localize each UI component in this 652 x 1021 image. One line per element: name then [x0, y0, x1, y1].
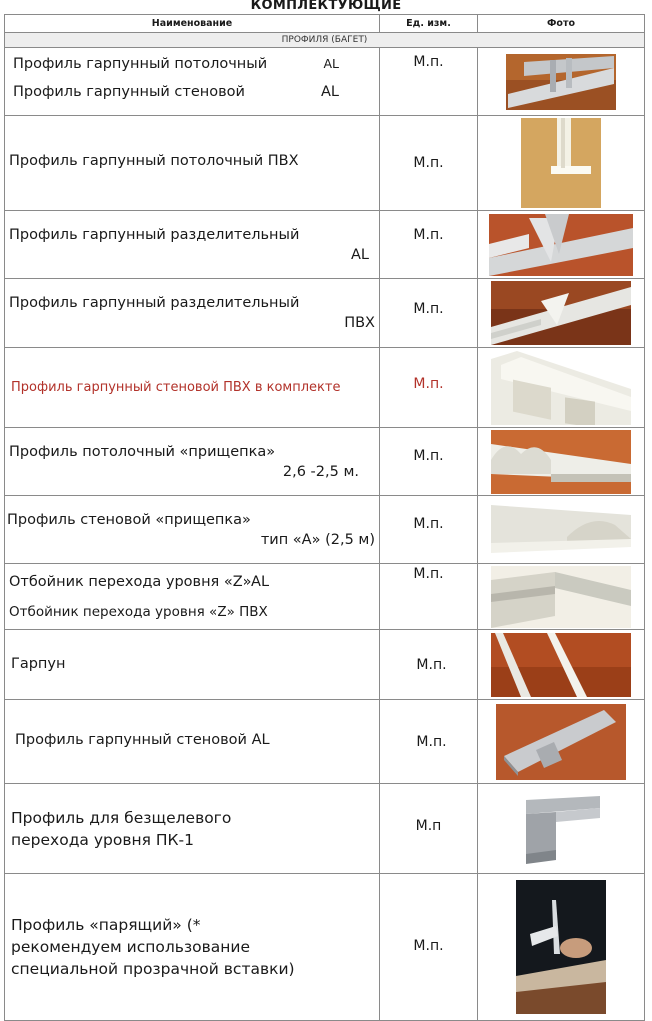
table-row [5, 874, 645, 1021]
table-row [5, 348, 645, 428]
item-name: Гарпун [5, 630, 380, 700]
pvc-profile-on-wood-photo [521, 118, 601, 208]
item-name-cell [5, 784, 380, 874]
item-name: Профиль гарпунный разделительный [9, 226, 300, 243]
item-type: тип «А» (2,5 м) [260, 531, 375, 548]
wall-pvc-profile-set-photo [491, 351, 631, 425]
item-name: Профиль гарпунный стеновой AL [5, 700, 380, 784]
item-name-cell [5, 279, 380, 348]
table-row [5, 630, 645, 700]
item-photo-cell [478, 784, 645, 874]
material-tag: ПВХ [344, 315, 375, 331]
clip-wall-profile-photo [491, 499, 631, 561]
item-photo-cell [478, 496, 645, 564]
item-unit: М.п [380, 784, 478, 874]
item-name: Профиль «парящий» (* [11, 916, 201, 934]
item-name-cell [5, 496, 380, 564]
item-photo-cell [478, 211, 645, 279]
item-name: рекомендуем использование [11, 938, 250, 956]
table-row [5, 700, 645, 784]
table-row [5, 496, 645, 564]
item-unit: М.п. [380, 630, 478, 700]
item-unit: М.п. [380, 48, 478, 116]
item-photo-cell [478, 348, 645, 428]
item-name-cell [5, 874, 380, 1021]
item-unit: М.п. [380, 700, 478, 784]
pk1-profile-photo [516, 794, 606, 864]
item-name: Профиль гарпунный потолочный ПВХ [5, 116, 380, 211]
item-photo-cell [478, 48, 645, 116]
table-row [5, 784, 645, 874]
section-label: ПРОФИЛЯ (БАГЕТ) [5, 33, 645, 48]
z-bumper-photo [491, 566, 631, 628]
table-row [5, 564, 645, 630]
item-name-cell [5, 428, 380, 496]
item-name: Профиль гарпунный стеновой ПВХ в комплекте [5, 348, 380, 428]
column-header-name: Наименование [5, 15, 380, 33]
table-row [5, 211, 645, 279]
item-name: Профиль гарпунный стеновой [13, 84, 245, 100]
column-header-unit: Ед. изм. [380, 15, 478, 33]
item-unit: М.п. [380, 279, 478, 348]
clip-ceiling-profile-photo [491, 430, 631, 494]
harpoon-photo [491, 633, 631, 697]
item-unit: М.п. [380, 496, 478, 564]
item-name: Профиль потолочный «прищепка» [9, 443, 276, 460]
separating-pvc-profile-photo [491, 281, 631, 345]
item-name: Отбойник перехода уровня «Z»AL [9, 573, 270, 590]
table-row [5, 116, 645, 211]
table-row [5, 279, 645, 348]
item-name-cell [5, 564, 380, 630]
floating-profile-photo [516, 880, 606, 1014]
item-photo-cell [478, 116, 645, 211]
item-photo-cell [478, 874, 645, 1021]
item-name: специальной прозрачной вставки) [11, 960, 295, 978]
item-photo-cell [478, 428, 645, 496]
item-photo-cell [478, 279, 645, 348]
item-name: перехода уровня ПК-1 [11, 830, 194, 849]
separating-al-profile-photo [489, 214, 633, 276]
item-name: Отбойник перехода уровня «Z» ПВХ [9, 603, 268, 620]
section-row [5, 33, 645, 48]
item-name-cell [5, 48, 380, 116]
item-unit: М.п. [380, 564, 478, 630]
item-unit: М.п. [380, 211, 478, 279]
aluminium-profile-photo [506, 54, 616, 110]
item-name-cell [5, 211, 380, 279]
column-header-photo: Фото [478, 15, 645, 33]
item-name: Профиль гарпунный разделительный [9, 295, 300, 311]
page-title: КОМПЛЕКТУЮЩИЕ [250, 0, 402, 13]
item-photo-cell [478, 700, 645, 784]
item-name: Профиль гарпунный потолочный [13, 56, 268, 72]
item-unit: М.п. [380, 874, 478, 1021]
item-unit: М.п. [380, 428, 478, 496]
material-tag: AL [351, 246, 369, 263]
material-tag: AL [323, 56, 339, 71]
item-length: 2,6 -2,5 м. [282, 463, 359, 480]
table-row [5, 48, 645, 116]
table-row [5, 428, 645, 496]
material-tag: AL [321, 84, 339, 100]
item-name: Профиль для безщелевого [11, 808, 232, 827]
item-unit: М.п. [380, 116, 478, 211]
item-photo-cell [478, 630, 645, 700]
item-unit: М.п. [380, 348, 478, 428]
table-header [5, 15, 645, 33]
item-name: Профиль стеновой «прищепка» [7, 511, 251, 528]
wall-al-profile-photo [496, 704, 626, 780]
item-photo-cell [478, 564, 645, 630]
components-table [4, 14, 645, 1021]
